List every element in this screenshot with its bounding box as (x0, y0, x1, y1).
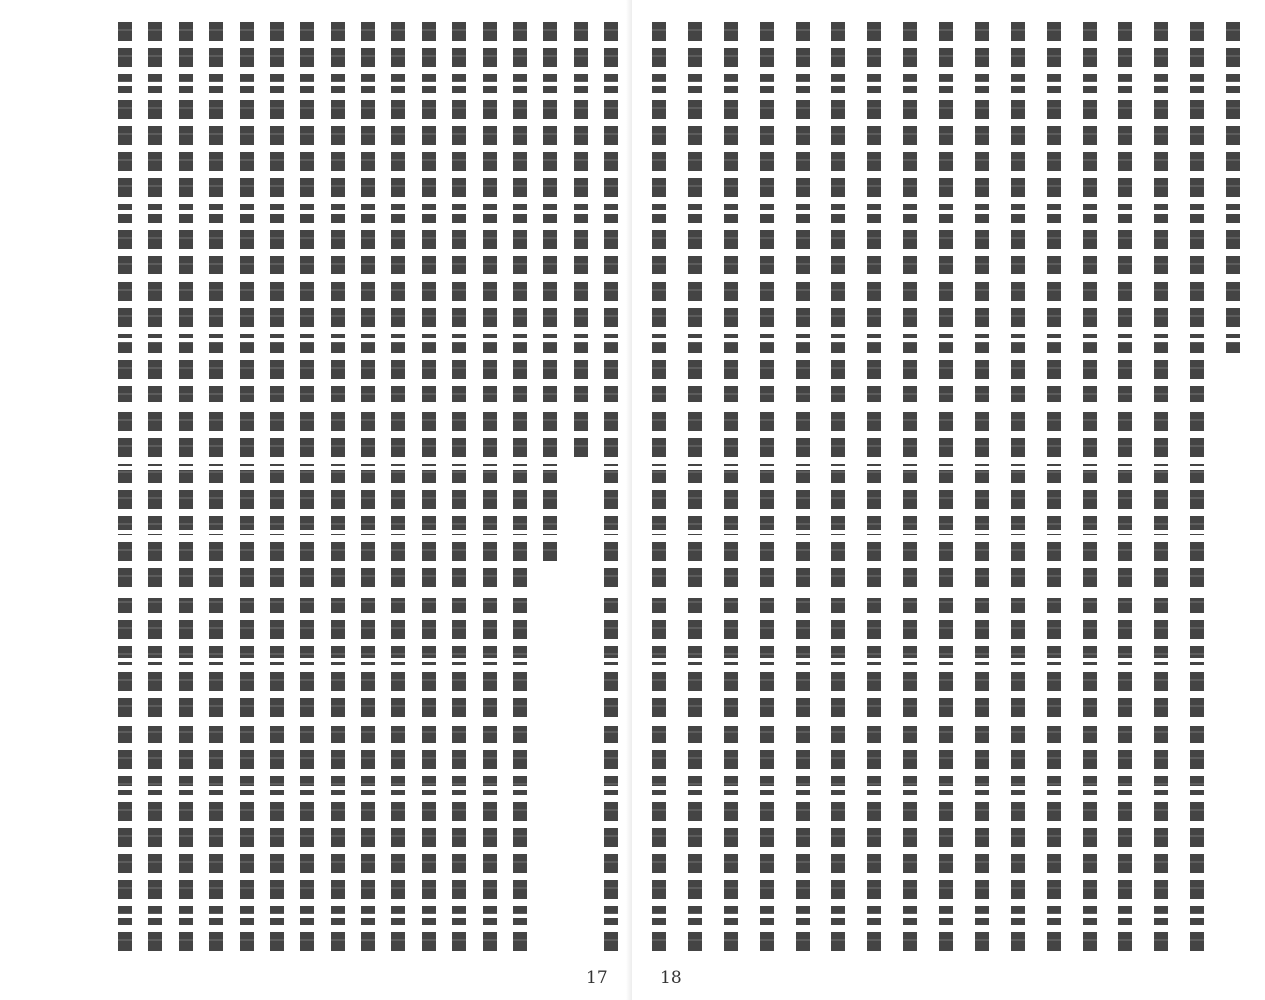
text-line (1190, 22, 1204, 957)
page-17 (0, 0, 632, 1000)
text-line (513, 22, 527, 957)
text-line (1226, 22, 1240, 359)
text-line (391, 22, 405, 957)
text-line (1154, 22, 1168, 957)
text-line (760, 22, 774, 957)
vertical-text-block (118, 22, 618, 957)
text-line (903, 22, 917, 957)
text-line (796, 22, 810, 957)
text-line (240, 22, 254, 957)
text-line (574, 22, 588, 461)
text-line (361, 22, 375, 957)
text-line (452, 22, 466, 957)
text-line (118, 22, 132, 957)
text-line (331, 22, 345, 957)
text-line (604, 22, 618, 957)
text-line (724, 22, 738, 957)
text-line (483, 22, 497, 957)
page-18 (632, 0, 1265, 1000)
text-line (939, 22, 953, 957)
text-line (300, 22, 314, 957)
text-line (543, 22, 557, 564)
text-line (1118, 22, 1132, 957)
text-line (867, 22, 881, 957)
page-number: 17 (586, 968, 608, 988)
text-line (1011, 22, 1025, 957)
text-line (270, 22, 284, 957)
text-line (209, 22, 223, 957)
text-line (1047, 22, 1061, 957)
text-line (975, 22, 989, 957)
text-line (422, 22, 436, 957)
text-line (1083, 22, 1097, 957)
text-line (148, 22, 162, 957)
page-number: 18 (660, 968, 682, 988)
text-line (688, 22, 702, 957)
text-line (179, 22, 193, 957)
text-line (652, 22, 666, 957)
text-line (831, 22, 845, 957)
vertical-text-block (652, 22, 1240, 957)
